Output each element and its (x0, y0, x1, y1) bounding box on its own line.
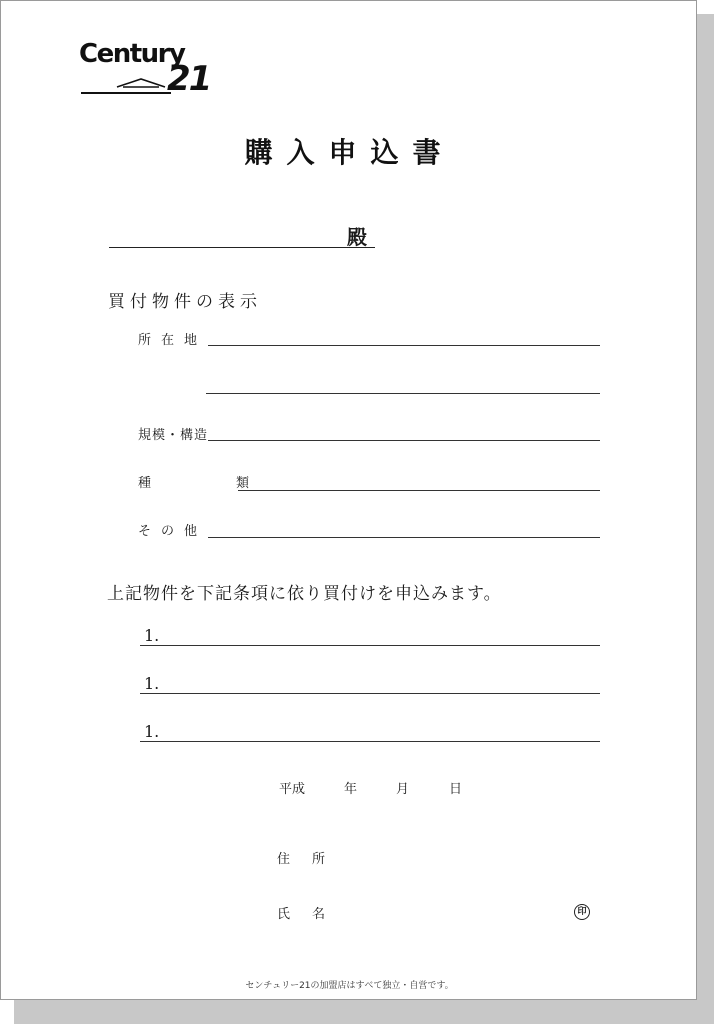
date-era: 平成 (279, 782, 306, 797)
seal-mark: 印 (574, 904, 590, 920)
type-line (238, 490, 600, 491)
item-number: 1. (144, 674, 160, 693)
scale-structure-label: 規模・構造 (138, 428, 209, 443)
franchise-notice: センチュリー21の加盟店はすべて独立・自営です。 (245, 981, 454, 991)
addressee-field-line (109, 247, 375, 248)
other-line (208, 537, 600, 538)
property-section-heading: 買付物件の表示 (108, 292, 262, 312)
scale-structure-line (208, 440, 600, 441)
purchase-statement: 上記物件を下記条項に依り買付けを申込みます。 (107, 584, 502, 604)
address-label: 住所 (277, 852, 348, 867)
addressee-honorific: 殿 (347, 225, 367, 249)
item-line-1 (140, 645, 600, 646)
century21-logo (79, 39, 211, 99)
logo-number: 21 (167, 59, 211, 99)
logo-brand: Century (79, 39, 185, 69)
item-number: 1. (144, 626, 160, 645)
item-line-3 (140, 741, 600, 742)
document-title: 購入申込書 (244, 136, 455, 169)
location-line-1 (208, 345, 600, 346)
item-number: 1. (144, 722, 160, 741)
item-line-2 (140, 693, 600, 694)
location-label: 所在地 (138, 333, 208, 348)
date-day: 日 (449, 782, 463, 797)
name-label: 氏名 (277, 907, 348, 922)
type-label: 種 類 (138, 476, 286, 491)
date-year: 年 (344, 782, 358, 797)
other-label: その他 (138, 524, 208, 539)
location-line-2 (206, 393, 600, 394)
date-month: 月 (396, 782, 410, 797)
